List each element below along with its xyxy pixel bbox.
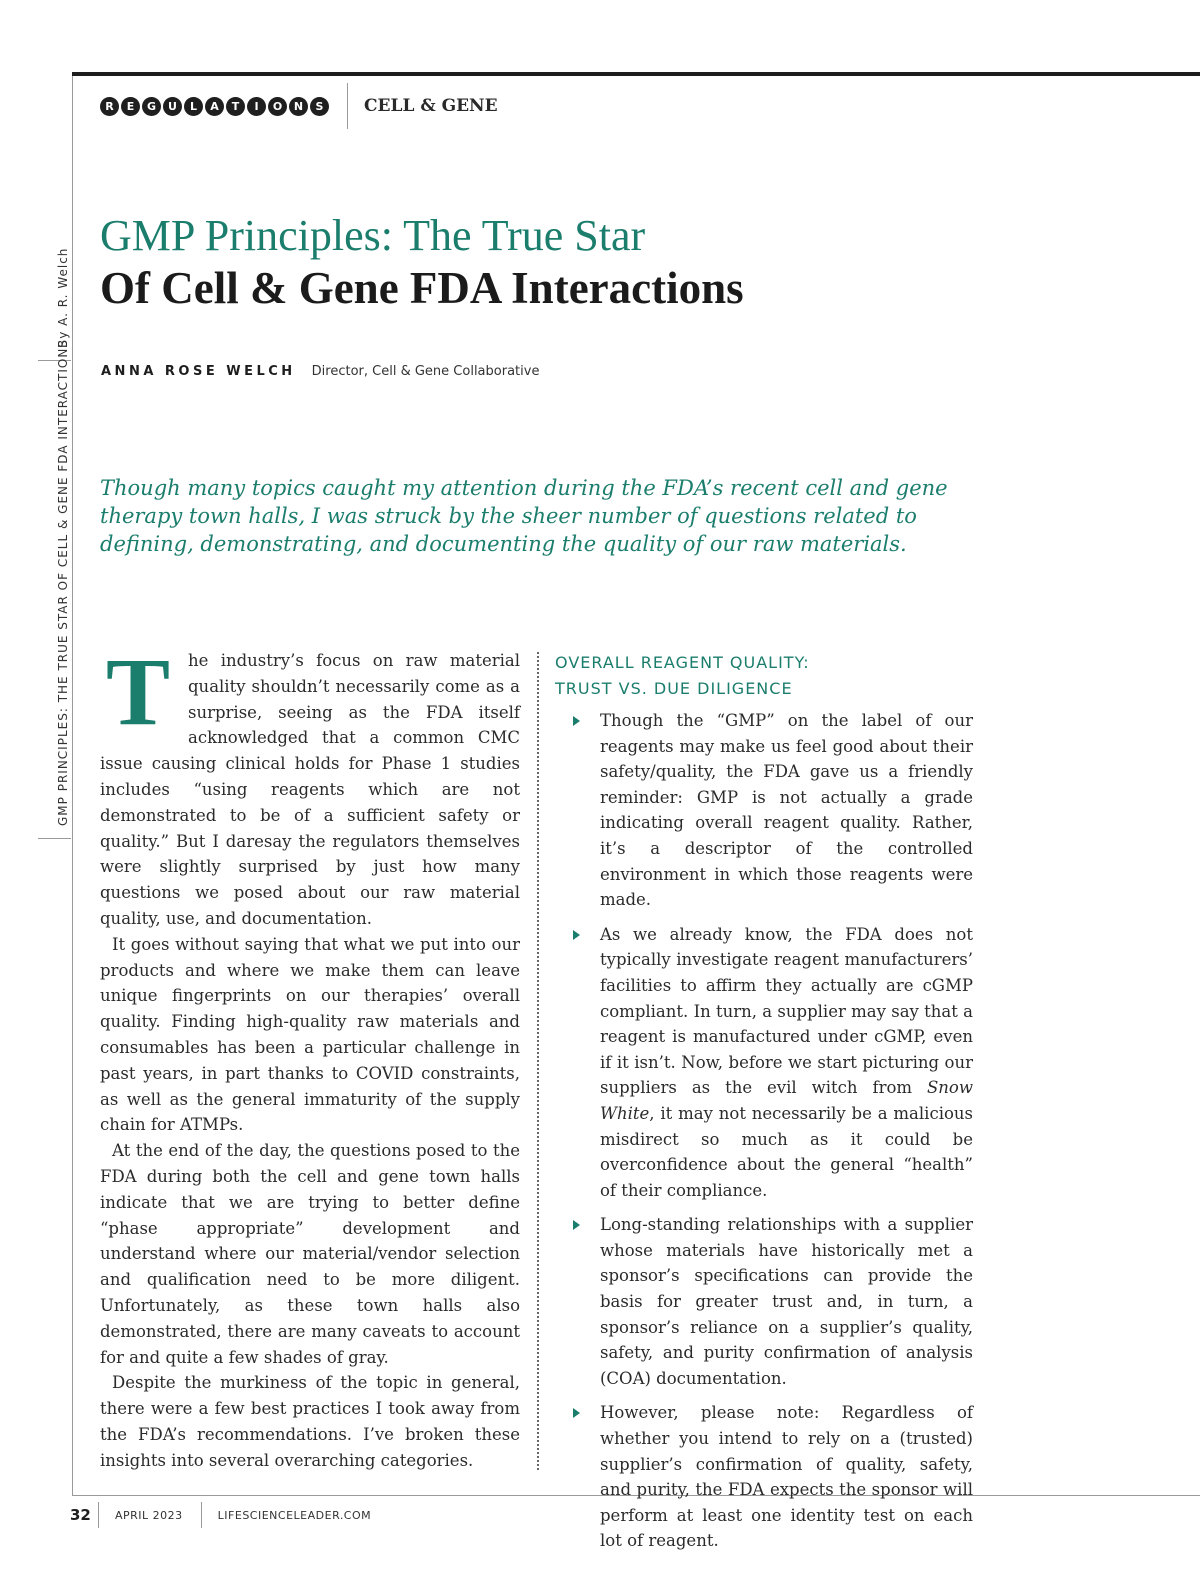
bullet-text-a: As we already know, the FDA does not typically investigate reagent manufacturers’ facilities to affirm they actually are cGMP compliant. In turn, a supplier may say that a reagent is manufactured under cGMP, even if it isn’t. Now, before we start picturing our suppliers as the evil witch from bbox=[600, 924, 973, 1098]
byline bbox=[101, 364, 539, 379]
column-divider bbox=[537, 652, 539, 1470]
triangle-bullet-icon bbox=[573, 1220, 580, 1230]
author-name: ANNA ROSE WELCH bbox=[101, 364, 296, 379]
top-rule bbox=[72, 72, 1200, 76]
section-header bbox=[100, 90, 498, 122]
header-divider bbox=[347, 83, 348, 129]
bullet-list bbox=[555, 708, 973, 1554]
body-paragraph-1-text: he industry’s focus on raw material quality shouldn’t necessarily come as a surprise, seeing as the FDA itself acknowledged that a common CMC issue causing clinical holds for Phase 1 studies includes “using reagents which are not demonstrated to be of a sufficient safety or quality.” But I daresay the regulators themselves were slightly surprised by just how many questions we posed about our raw material quality, use, and documentation. bbox=[100, 651, 520, 928]
badge-letter: O bbox=[268, 97, 287, 116]
section-name: CELL & GENE bbox=[364, 96, 498, 116]
subhead-line-2: TRUST VS. DUE DILIGENCE bbox=[555, 679, 793, 698]
bullet-text: Though the “GMP” on the label of our reagents may make us feel good about their safety/quality, the FDA gave us a friendly reminder: GMP is not actually a grade indicating overall reagent quality. Rather, it’s a descriptor of the controlled environment in which those reagents were made. bbox=[600, 711, 973, 910]
issue-date: APRIL 2023 bbox=[115, 1508, 183, 1522]
page-number: 32 bbox=[70, 1506, 91, 1524]
bullet-item bbox=[555, 1212, 973, 1391]
site-url: LIFESCIENCELEADER.COM bbox=[217, 1508, 372, 1522]
bullet-item bbox=[555, 1400, 973, 1554]
footer-separator bbox=[98, 1502, 99, 1528]
drop-cap: T bbox=[105, 638, 171, 745]
bullet-item bbox=[555, 708, 973, 913]
badge-letter: I bbox=[247, 97, 266, 116]
intro-deck: Though many topics caught my attention during the FDA’s recent cell and gene therapy town halls, I was struck by the sheer number of questions related to defining, demonstrating, and documenting the quality of our raw materials. bbox=[100, 476, 948, 556]
headline-line-2: Of Cell & Gene FDA Interactions bbox=[100, 263, 744, 313]
bullet-item bbox=[555, 922, 973, 1204]
body-column-right bbox=[555, 650, 973, 1563]
page-footer bbox=[70, 1500, 389, 1530]
badge-letter: N bbox=[289, 97, 308, 116]
footer-separator bbox=[201, 1502, 202, 1528]
badge-letter: S bbox=[310, 97, 329, 116]
subhead bbox=[555, 650, 973, 702]
badge-letter: L bbox=[184, 97, 203, 116]
body-paragraph-4: Despite the murkiness of the topic in general, there were a few best practices I took away from the FDA’s recommendations. I’ve broken these insights into several overarching categories. bbox=[100, 1373, 520, 1470]
badge-letter: R bbox=[100, 97, 119, 116]
badge-letter: G bbox=[142, 97, 161, 116]
left-margin-rule bbox=[72, 76, 73, 1496]
bullet-text-b: , it may not necessarily be a malicious misdirect so much as it could be overconfidence about the general “health” of their compliance. bbox=[600, 1103, 973, 1200]
body-paragraph-1 bbox=[100, 638, 520, 932]
triangle-bullet-icon bbox=[573, 930, 580, 940]
bullet-text: Long-standing relationships with a supplier whose materials have historically met a sponsor’s specifications can provide the basis for greater trust and, in turn, a sponsor’s reliance on a supplier’s quality, safety, and purity confirmation of analysis (COA) documentation. bbox=[600, 1215, 973, 1388]
triangle-bullet-icon bbox=[573, 716, 580, 726]
badge-letter: U bbox=[163, 97, 182, 116]
bullet-text-emphasis: Snow White bbox=[600, 1078, 973, 1123]
badge-letter: E bbox=[121, 97, 140, 116]
badge-letter: A bbox=[205, 97, 224, 116]
bullet-text: However, please note: Regardless of whether you intend to rely on a (trusted) supplier’s confirmation of quality, safety, and purity, the FDA expects the sponsor will perform at least one identity test on each lot of reagent. bbox=[600, 1403, 973, 1551]
subhead-line-1: OVERALL REAGENT QUALITY: bbox=[555, 653, 810, 672]
sidebar-running-title: GMP PRINCIPLES: THE TRUE STAR OF CELL & GENE FDA INTERACTIONS bbox=[56, 339, 70, 826]
author-role: Director, Cell & Gene Collaborative bbox=[311, 364, 540, 379]
regulations-badge bbox=[100, 97, 329, 116]
headline-line-1: GMP Principles: The True Star bbox=[100, 211, 646, 260]
body-column-left bbox=[100, 638, 520, 1474]
body-paragraph-2: It goes without saying that what we put into our products and where we make them can leave unique fingerprints on our therapies’ overall quality. Finding high-quality raw materials and consumables has been a particular challenge in past years, in part thanks to COVID constraints, as well as the general immaturity of the supply chain for ATMPs. bbox=[100, 934, 520, 1135]
triangle-bullet-icon bbox=[573, 1408, 580, 1418]
sidebar-byline: By A. R. Welch bbox=[56, 247, 70, 348]
sidebar-separator-bottom bbox=[38, 838, 71, 839]
badge-letter: T bbox=[226, 97, 245, 116]
body-paragraph-3: At the end of the day, the questions posed to the FDA during both the cell and gene town halls indicate that we are trying to better define “phase appropriate” development and understand where our material/vendor selection and qualification need to be more diligent. Unfortunately, as these town halls also demonstrated, there are many caveats to account for and quite a few shades of gray. bbox=[100, 1141, 520, 1367]
